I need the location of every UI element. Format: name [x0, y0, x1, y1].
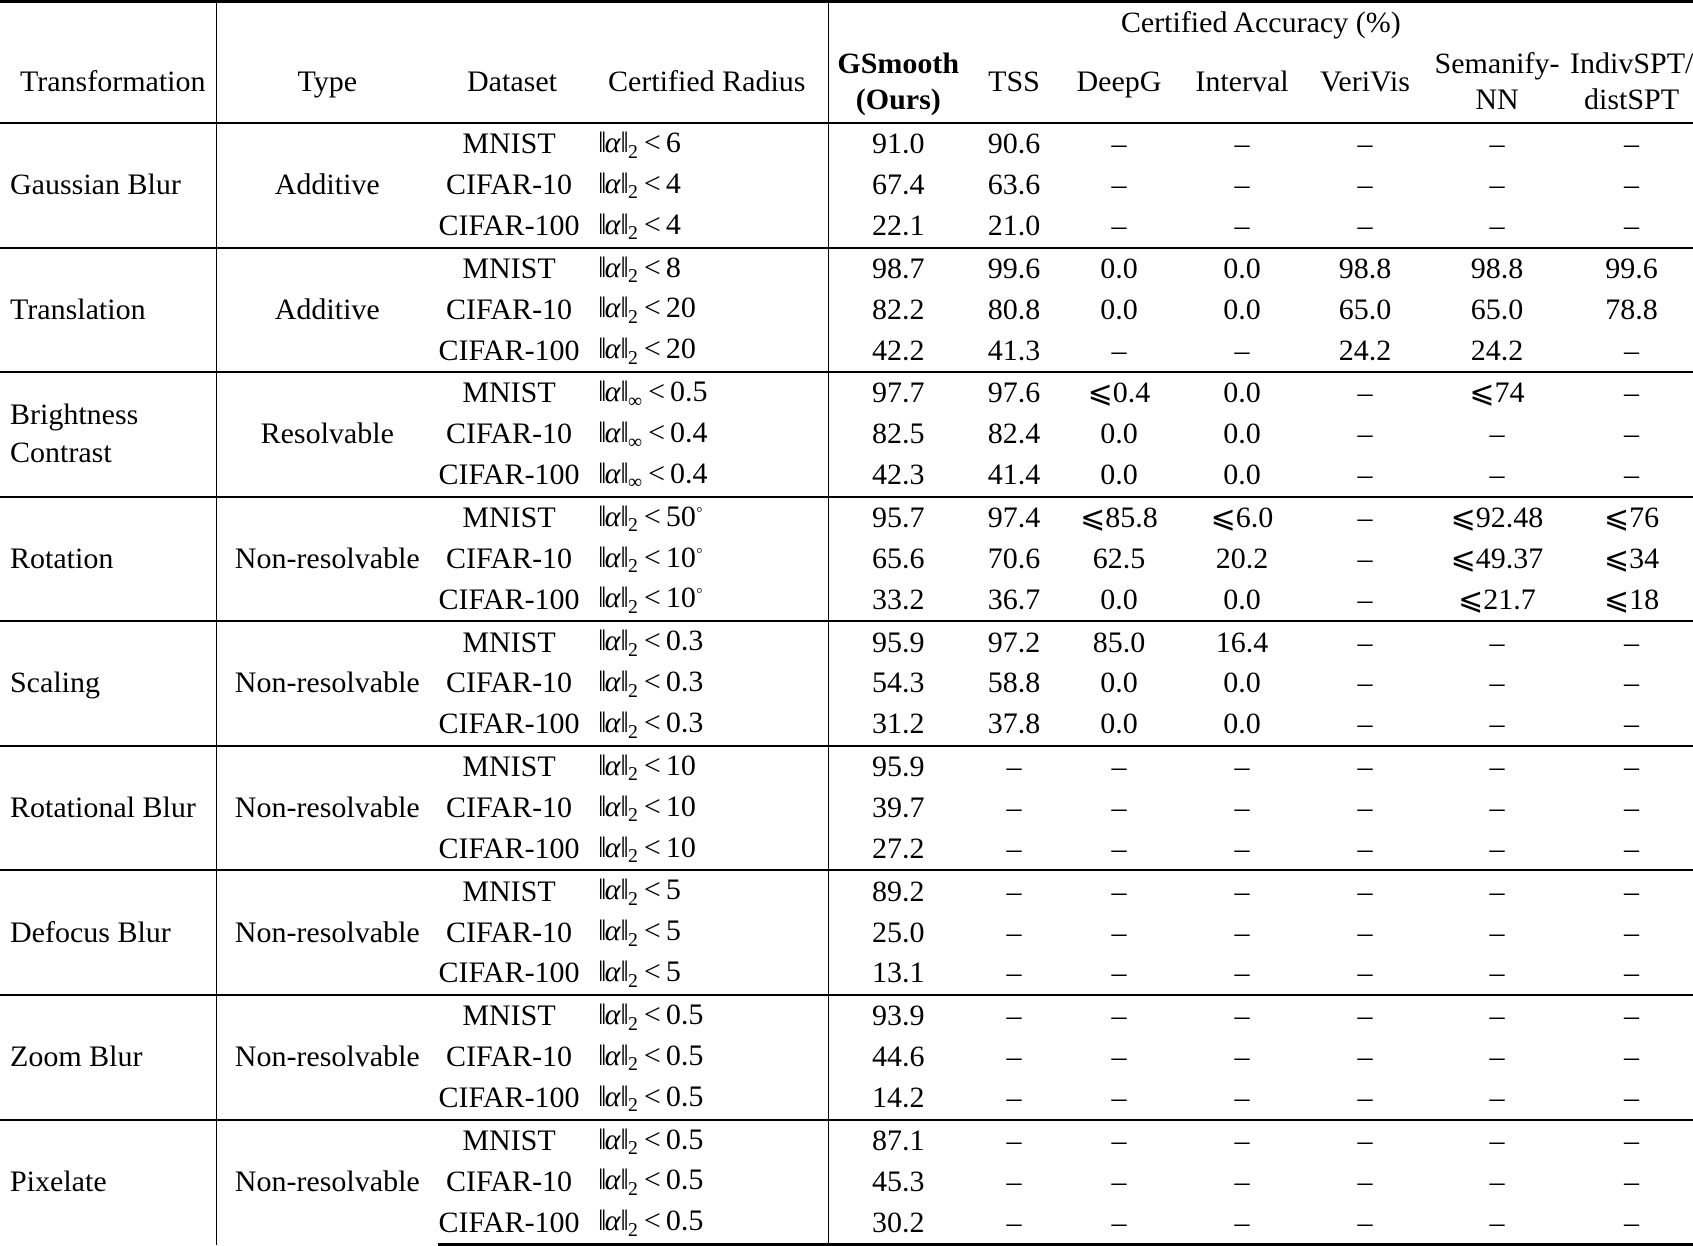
cell-certified-radius: $‖\alpha‖_2 < 4$ — [598, 207, 681, 245]
cell-indivspt-distspt: – — [1570, 123, 1693, 165]
cell-transformation: Scaling — [0, 621, 216, 746]
cell-semanify-nn: ⩽74 — [1424, 372, 1570, 414]
cell-dataset: CIFAR-100 — [438, 1081, 580, 1114]
header-column-row — [0, 46, 1693, 123]
cell-deepg: – — [1111, 168, 1127, 202]
header-deepg: DeepG — [1076, 64, 1162, 98]
cell-certified-radius: $‖\alpha‖_2 < 10^◦$ — [598, 580, 703, 618]
cell-gsmooth: 30.2 — [828, 1202, 968, 1244]
cell-semanify-nn: ⩽21.7 — [1458, 582, 1536, 616]
cell-indivspt-distspt: – — [1624, 333, 1640, 367]
cell-deepg: – — [1111, 208, 1127, 242]
cell-deepg: – — [1111, 1081, 1127, 1114]
cell-semanify-nn: – — [1424, 746, 1570, 788]
cell-certified-radius: $‖\alpha‖_2 < 0.5$ — [586, 1120, 828, 1162]
cell-interval: – — [1178, 1120, 1306, 1162]
cell-semanify-nn: – — [1489, 707, 1505, 741]
cell-indivspt-distspt: – — [1570, 746, 1693, 788]
cell-gsmooth: 54.3 — [828, 663, 968, 704]
cell-gsmooth: 13.1 — [828, 953, 968, 995]
cell-interval: – — [1234, 1164, 1250, 1198]
cell-dataset: CIFAR-10 — [445, 1040, 573, 1074]
cell-deepg: 62.5 — [1092, 541, 1146, 575]
cell-verivis: – — [1357, 458, 1373, 492]
cell-gsmooth: 98.7 — [828, 248, 968, 290]
cell-gsmooth: 97.7 — [828, 372, 968, 414]
cell-certified-radius: $‖\alpha‖_\infty < 0.4$ — [598, 456, 708, 494]
cell-tss: – — [1006, 956, 1022, 990]
cell-certified-radius: $‖\alpha‖_2 < 0.5$ — [586, 995, 828, 1037]
cell-deepg: – — [1111, 915, 1127, 949]
cell-verivis: – — [1306, 621, 1424, 663]
cell-dataset: MNIST — [438, 995, 586, 1037]
cell-dataset: MNIST — [438, 746, 586, 788]
cell-gsmooth: 95.9 — [828, 621, 968, 663]
cell-gsmooth: 22.1 — [828, 206, 968, 248]
cell-interval: 0.0 — [1223, 666, 1261, 700]
cell-deepg: 0.0 — [1100, 417, 1138, 451]
cell-dataset: CIFAR-100 — [438, 707, 580, 741]
cell-verivis: – — [1357, 1081, 1373, 1114]
cell-dataset: MNIST — [438, 123, 586, 165]
cell-interval: – — [1178, 870, 1306, 912]
cell-deepg: – — [1060, 1202, 1178, 1244]
cell-indivspt-distspt: 78.8 — [1605, 292, 1658, 326]
cell-gsmooth: 95.7 — [828, 497, 968, 539]
cell-dataset: CIFAR-100 — [438, 1202, 586, 1244]
header-indivspt-distspt — [1570, 46, 1693, 123]
cell-dataset: CIFAR-100 — [438, 333, 580, 367]
cell-verivis: – — [1306, 123, 1424, 165]
cell-deepg: 0.0 — [1060, 248, 1178, 290]
cell-transformation — [0, 372, 216, 497]
cell-deepg: – — [1111, 790, 1127, 824]
cell-certified-radius: $‖\alpha‖_2 < 10$ — [598, 830, 696, 868]
cell-semanify-nn: – — [1489, 168, 1505, 202]
cell-tss: – — [1006, 1081, 1022, 1114]
cell-transformation: Rotational Blur — [0, 746, 216, 871]
table-row — [0, 746, 1693, 788]
cell-interval: ⩽6.0 — [1178, 497, 1306, 539]
cell-type: Non-resolvable — [216, 497, 438, 622]
header-spacer-transformation — [0, 2, 216, 47]
cell-indivspt-distspt: – — [1624, 1164, 1640, 1198]
cell-verivis: – — [1357, 1164, 1373, 1198]
cell-type: Additive — [216, 123, 438, 248]
cell-verivis: 65.0 — [1338, 292, 1392, 326]
cell-dataset: CIFAR-10 — [445, 1164, 573, 1198]
cell-gsmooth: 93.9 — [828, 995, 968, 1037]
cell-interval: – — [1234, 790, 1250, 824]
cell-transformation: Translation — [0, 248, 216, 373]
cell-semanify-nn: – — [1489, 1040, 1505, 1074]
header-indivspt-line2: distSPT — [1583, 83, 1680, 116]
cell-semanify-nn: – — [1424, 123, 1570, 165]
cell-interval: – — [1234, 1040, 1250, 1074]
cell-verivis: – — [1357, 168, 1373, 202]
cell-verivis: – — [1306, 372, 1424, 414]
cell-semanify-nn: – — [1489, 831, 1505, 865]
cell-dataset: CIFAR-100 — [438, 831, 580, 865]
table-header — [0, 2, 1693, 124]
cell-type: Non-resolvable — [216, 621, 438, 746]
cell-deepg: – — [1111, 1040, 1127, 1074]
cell-indivspt-distspt: – — [1570, 1202, 1693, 1244]
cell-verivis: – — [1357, 582, 1373, 616]
table-body — [0, 123, 1693, 1245]
cell-tss: – — [1006, 1040, 1022, 1074]
header-spacer-radius — [586, 2, 828, 47]
cell-type: Non-resolvable — [216, 1120, 438, 1245]
cell-interval: 16.4 — [1178, 621, 1306, 663]
cell-certified-radius: $‖\alpha‖_2 < 0.5$ — [598, 1163, 704, 1201]
cell-interval: – — [1234, 915, 1250, 949]
cell-semanify-nn: – — [1424, 621, 1570, 663]
cell-semanify-nn: – — [1424, 1120, 1570, 1162]
cell-indivspt-distspt: – — [1624, 707, 1640, 741]
header-type: Type — [216, 46, 438, 123]
cell-deepg: 0.0 — [1100, 582, 1138, 616]
cell-dataset: MNIST — [438, 497, 586, 539]
cell-certified-radius: $‖\alpha‖_\infty < 0.5$ — [586, 372, 828, 414]
cell-tss: – — [1006, 831, 1022, 865]
cell-indivspt-distspt: – — [1624, 1040, 1640, 1074]
cell-certified-radius: $‖\alpha‖_\infty < 0.4$ — [598, 416, 708, 453]
cell-verivis: – — [1306, 995, 1424, 1037]
cell-semanify-nn: – — [1424, 995, 1570, 1037]
cell-verivis: – — [1357, 707, 1373, 741]
cell-gsmooth: 87.1 — [828, 1120, 968, 1162]
cell-deepg: – — [1060, 995, 1178, 1037]
header-semanify-nn — [1424, 46, 1570, 123]
cell-indivspt-distspt: ⩽18 — [1603, 582, 1660, 616]
cell-interval: – — [1178, 1202, 1306, 1244]
cell-verivis: – — [1306, 1120, 1424, 1162]
cell-tss: 90.6 — [968, 123, 1060, 165]
cell-gsmooth: 14.2 — [828, 1078, 968, 1120]
cell-certified-radius: $‖\alpha‖_2 < 5$ — [598, 955, 681, 992]
header-gsmooth-line2: (Ours) — [855, 83, 941, 116]
cell-indivspt-distspt: – — [1570, 372, 1693, 414]
cell-deepg: – — [1111, 831, 1127, 865]
cell-dataset: CIFAR-10 — [445, 541, 573, 575]
cell-semanify-nn: – — [1489, 458, 1505, 492]
cell-certified-radius: $‖\alpha‖_2 < 10^◦$ — [598, 539, 703, 578]
cell-gsmooth: 67.4 — [828, 165, 968, 206]
cell-verivis: – — [1357, 541, 1373, 575]
cell-semanify-nn: – — [1489, 417, 1505, 451]
cell-tss: – — [968, 746, 1060, 788]
cell-indivspt-distspt: – — [1624, 956, 1640, 990]
header-gsmooth-line1: GSmooth — [837, 47, 960, 80]
cell-indivspt-distspt: – — [1624, 208, 1640, 242]
header-transformation: Transformation — [19, 64, 206, 98]
cell-tss: – — [1006, 1164, 1022, 1198]
cell-interval: 0.0 — [1223, 582, 1261, 616]
cell-interval: 0.0 — [1223, 417, 1261, 451]
header-certified-radius: Certified Radius — [608, 64, 806, 98]
cell-interval: – — [1234, 168, 1250, 202]
cell-verivis: – — [1357, 666, 1373, 700]
cell-interval: – — [1234, 1081, 1250, 1114]
cell-interval: 0.0 — [1178, 372, 1306, 414]
cell-deepg: 0.0 — [1100, 292, 1138, 326]
cell-certified-radius: $‖\alpha‖_2 < 0.5$ — [586, 1202, 828, 1244]
cell-indivspt-distspt: 99.6 — [1570, 248, 1693, 290]
cell-dataset: MNIST — [438, 248, 586, 290]
cell-deepg: – — [1060, 123, 1178, 165]
cell-semanify-nn: – — [1489, 666, 1505, 700]
header-spacer-type — [216, 2, 438, 47]
cell-gsmooth: 42.2 — [828, 330, 968, 372]
cell-semanify-nn: 98.8 — [1424, 248, 1570, 290]
cell-interval: 0.0 — [1223, 458, 1261, 492]
cell-transformation: Pixelate — [0, 1120, 216, 1245]
cell-dataset: MNIST — [438, 621, 586, 663]
cell-gsmooth: 42.3 — [828, 455, 968, 497]
cell-tss: 41.3 — [987, 333, 1041, 367]
cell-certified-radius: $‖\alpha‖_2 < 4$ — [598, 166, 681, 204]
header-indivspt-line1: IndivSPT/ — [1570, 47, 1693, 80]
cell-semanify-nn: ⩽92.48 — [1424, 497, 1570, 539]
cell-indivspt-distspt: – — [1570, 1120, 1693, 1162]
cell-indivspt-distspt: – — [1624, 831, 1640, 865]
cell-verivis: – — [1357, 208, 1373, 242]
cell-dataset: CIFAR-10 — [445, 292, 573, 326]
cell-type: Non-resolvable — [216, 870, 438, 995]
cell-tss: – — [968, 1202, 1060, 1244]
cell-verivis: – — [1357, 831, 1373, 865]
cell-indivspt-distspt: – — [1624, 458, 1640, 492]
cell-deepg: ⩽85.8 — [1060, 497, 1178, 539]
cell-dataset: MNIST — [438, 1120, 586, 1162]
table-row — [0, 248, 1693, 290]
cell-interval: 0.0 — [1223, 707, 1261, 741]
cell-indivspt-distspt: – — [1570, 995, 1693, 1037]
cell-gsmooth: 44.6 — [828, 1037, 968, 1078]
cell-interval: – — [1234, 956, 1250, 990]
cell-semanify-nn: ⩽49.37 — [1450, 541, 1544, 575]
cell-tss: – — [968, 1120, 1060, 1162]
cell-semanify-nn: – — [1489, 790, 1505, 824]
cell-indivspt-distspt: – — [1624, 666, 1640, 700]
cell-gsmooth: 33.2 — [828, 579, 968, 621]
cell-gsmooth: 39.7 — [828, 788, 968, 829]
cell-semanify-nn: – — [1489, 1081, 1505, 1114]
cell-type: Resolvable — [216, 372, 438, 497]
cell-certified-radius: $‖\alpha‖_2 < 0.5$ — [598, 1079, 704, 1117]
cell-certified-radius: $‖\alpha‖_2 < 10$ — [586, 746, 828, 788]
cell-interval: 0.0 — [1178, 248, 1306, 290]
cell-verivis: – — [1306, 1202, 1424, 1244]
cell-interval: – — [1234, 333, 1250, 367]
cell-certified-radius: $‖\alpha‖_2 < 50^◦$ — [586, 497, 828, 539]
cell-deepg: – — [1111, 333, 1127, 367]
cell-indivspt-distspt: – — [1624, 1081, 1640, 1114]
cell-deepg: – — [1060, 746, 1178, 788]
header-spacer-dataset — [438, 2, 586, 47]
header-verivis: VeriVis — [1320, 64, 1410, 98]
cell-semanify-nn: 65.0 — [1470, 292, 1524, 326]
cell-certified-radius: $‖\alpha‖_2 < 20$ — [598, 291, 696, 328]
cell-semanify-nn: – — [1489, 956, 1505, 990]
table-row — [0, 621, 1693, 663]
cell-tss: – — [1006, 915, 1022, 949]
cell-verivis: – — [1357, 790, 1373, 824]
cell-transformation: Zoom Blur — [0, 995, 216, 1120]
cell-type: Non-resolvable — [216, 995, 438, 1120]
cell-certified-radius: $‖\alpha‖_2 < 20$ — [598, 332, 696, 369]
cell-indivspt-distspt: – — [1624, 168, 1640, 202]
cell-certified-radius: $‖\alpha‖_2 < 0.3$ — [598, 706, 704, 743]
cell-gsmooth: 45.3 — [828, 1161, 968, 1202]
cell-deepg: 0.0 — [1100, 707, 1138, 741]
table-row — [0, 372, 1693, 414]
cell-gsmooth: 95.9 — [828, 746, 968, 788]
cell-dataset: CIFAR-100 — [438, 208, 580, 242]
cell-semanify-nn: – — [1489, 915, 1505, 949]
cell-tss: 99.6 — [968, 248, 1060, 290]
cell-transformation-line1: Brightness — [10, 398, 139, 432]
cell-deepg: ⩽0.4 — [1060, 372, 1178, 414]
cell-verivis: – — [1357, 956, 1373, 990]
cell-certified-radius: $‖\alpha‖_2 < 8$ — [586, 248, 828, 290]
cell-gsmooth: 25.0 — [828, 912, 968, 953]
cell-semanify-nn: – — [1489, 208, 1505, 242]
cell-certified-radius: $‖\alpha‖_2 < 5$ — [586, 870, 828, 912]
cell-transformation: Gaussian Blur — [0, 123, 216, 248]
cell-certified-radius: $‖\alpha‖_2 < 0.5$ — [598, 1038, 704, 1076]
cell-dataset: CIFAR-10 — [445, 666, 573, 700]
cell-verivis: – — [1306, 870, 1424, 912]
cell-tss: 37.8 — [987, 707, 1041, 741]
cell-tss: 41.4 — [987, 458, 1041, 492]
header-gsmooth — [828, 46, 968, 123]
cell-interval: 0.0 — [1223, 292, 1261, 326]
cell-tss: 97.4 — [968, 497, 1060, 539]
cell-dataset: CIFAR-100 — [438, 582, 580, 616]
cell-tss: 36.7 — [987, 582, 1041, 616]
cell-tss: 80.8 — [987, 292, 1041, 326]
cell-dataset: MNIST — [438, 372, 586, 414]
cell-dataset: CIFAR-100 — [438, 458, 580, 492]
header-group-row — [0, 2, 1693, 47]
cell-deepg: – — [1111, 956, 1127, 990]
cell-gsmooth: 89.2 — [828, 870, 968, 912]
table-row — [0, 497, 1693, 539]
cell-certified-radius: $‖\alpha‖_2 < 10$ — [598, 789, 696, 827]
cell-dataset: CIFAR-100 — [438, 956, 580, 990]
cell-tss: 70.6 — [987, 541, 1041, 575]
cell-tss: – — [968, 870, 1060, 912]
cell-deepg: 85.0 — [1060, 621, 1178, 663]
cell-deepg: 0.0 — [1100, 458, 1138, 492]
cell-interval: – — [1178, 746, 1306, 788]
cell-interval: – — [1234, 208, 1250, 242]
cell-dataset: CIFAR-10 — [445, 168, 573, 202]
cell-verivis: – — [1357, 1040, 1373, 1074]
cell-verivis: 98.8 — [1306, 248, 1424, 290]
cell-semanify-nn: 24.2 — [1470, 333, 1524, 367]
cell-certified-radius: $‖\alpha‖_2 < 5$ — [598, 914, 681, 951]
cell-verivis: – — [1357, 915, 1373, 949]
cell-verivis: – — [1306, 497, 1424, 539]
cell-tss: – — [1006, 790, 1022, 824]
cell-tss: 21.0 — [987, 208, 1041, 242]
cell-interval: 20.2 — [1215, 541, 1269, 575]
header-tss: TSS — [988, 64, 1040, 98]
cell-deepg: – — [1060, 870, 1178, 912]
cell-gsmooth: 27.2 — [828, 829, 968, 871]
table-row — [0, 995, 1693, 1037]
cell-type: Non-resolvable — [216, 746, 438, 871]
cell-verivis: 24.2 — [1338, 333, 1392, 367]
cell-dataset: MNIST — [438, 870, 586, 912]
header-semanify-line1: Semanify- — [1434, 47, 1560, 80]
table-row — [0, 870, 1693, 912]
cell-semanify-nn: – — [1424, 1202, 1570, 1244]
cell-indivspt-distspt: ⩽34 — [1603, 541, 1660, 575]
header-interval: Interval — [1195, 64, 1289, 98]
cell-interval: – — [1234, 831, 1250, 865]
cell-gsmooth: 31.2 — [828, 704, 968, 746]
cell-dataset: CIFAR-10 — [445, 790, 573, 824]
cell-deepg: – — [1111, 1164, 1127, 1198]
cell-indivspt-distspt: ⩽76 — [1570, 497, 1693, 539]
cell-indivspt-distspt: – — [1624, 915, 1640, 949]
cell-gsmooth: 65.6 — [828, 539, 968, 580]
cell-indivspt-distspt: – — [1624, 790, 1640, 824]
table-row — [0, 123, 1693, 165]
cell-type: Additive — [216, 248, 438, 373]
table-row — [0, 1120, 1693, 1162]
cell-interval: – — [1178, 995, 1306, 1037]
cell-verivis: – — [1357, 417, 1373, 451]
cell-indivspt-distspt: – — [1624, 417, 1640, 451]
header-certified-accuracy-group: Certified Accuracy (%) — [828, 2, 1693, 47]
cell-certified-radius: $‖\alpha‖_2 < 0.3$ — [586, 621, 828, 663]
header-semanify-line2: NN — [1475, 83, 1519, 116]
cell-gsmooth: 82.5 — [828, 414, 968, 455]
header-dataset: Dataset — [467, 64, 557, 98]
cell-tss: 63.6 — [987, 168, 1041, 202]
cell-transformation: Rotation — [0, 497, 216, 622]
cell-gsmooth: 82.2 — [828, 289, 968, 330]
cell-tss: – — [968, 995, 1060, 1037]
cell-interval: – — [1178, 123, 1306, 165]
cell-indivspt-distspt: – — [1570, 621, 1693, 663]
cell-certified-radius: $‖\alpha‖_2 < 6$ — [586, 123, 828, 165]
cell-deepg: 0.0 — [1100, 666, 1138, 700]
cell-transformation: Defocus Blur — [0, 870, 216, 995]
cell-transformation-line2: Contrast — [10, 436, 112, 470]
cell-tss: 82.4 — [987, 417, 1041, 451]
cell-gsmooth: 91.0 — [828, 123, 968, 165]
cell-dataset: CIFAR-10 — [445, 915, 573, 949]
cell-semanify-nn: – — [1489, 1164, 1505, 1198]
cell-dataset: CIFAR-10 — [445, 417, 573, 451]
cell-tss: 97.6 — [968, 372, 1060, 414]
cell-semanify-nn: – — [1424, 870, 1570, 912]
cell-tss: 97.2 — [968, 621, 1060, 663]
cell-certified-radius: $‖\alpha‖_2 < 0.3$ — [598, 665, 704, 702]
cell-indivspt-distspt: – — [1570, 870, 1693, 912]
cell-tss: 58.8 — [987, 666, 1041, 700]
cell-verivis: – — [1306, 746, 1424, 788]
cell-deepg: – — [1060, 1120, 1178, 1162]
